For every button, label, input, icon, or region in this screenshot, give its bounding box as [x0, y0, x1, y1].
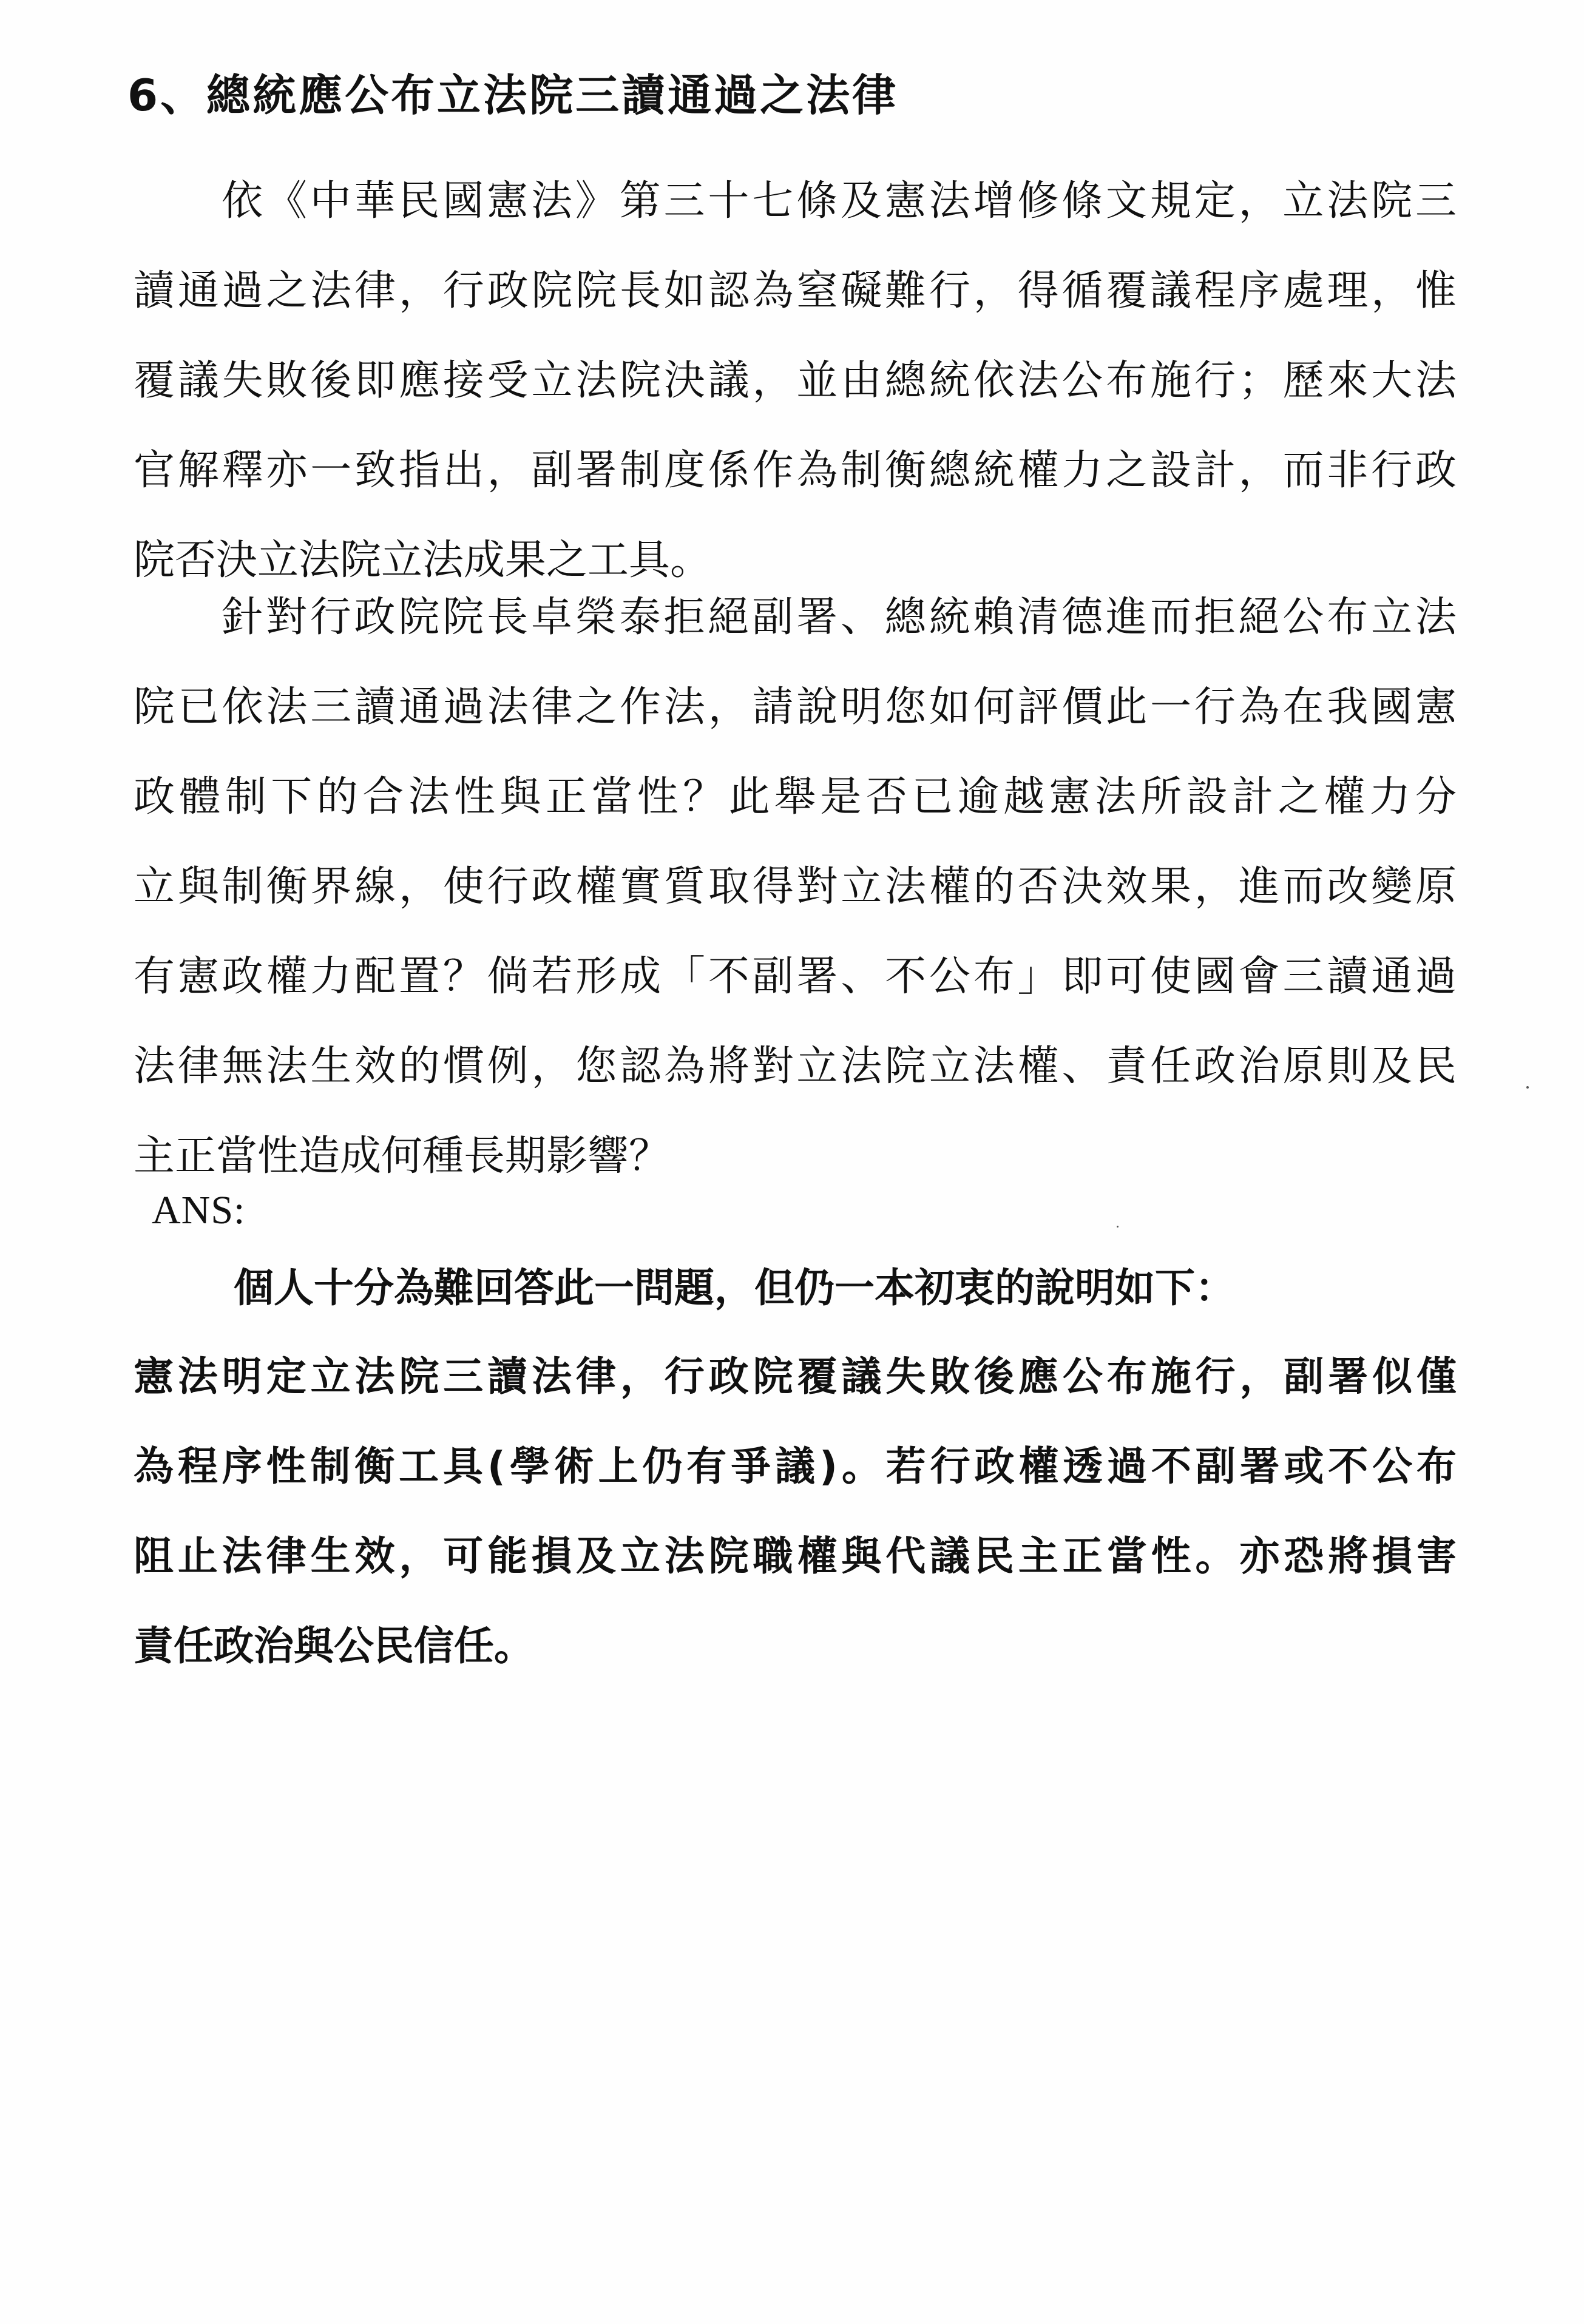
paragraph-line: 法律無法生效的慣例，您認為將對立法院立法權、責任政治原則及民 — [134, 1042, 1457, 1090]
answer-body — [134, 1332, 1457, 1691]
paragraph-line: 主正當性造成何種長期影響？ — [134, 1132, 671, 1180]
paragraph-line: 立與制衡界線，使行政權實質取得對立法權的否決效果，進而改變原 — [134, 863, 1457, 911]
paragraph-line: 有憲政權力配置？倘若形成「不副署、不公布」即可使國會三讀通過 — [134, 953, 1457, 1001]
scan-speck — [1117, 1226, 1119, 1228]
paragraph-line: 依《中華民國憲法》第三十七條及憲法增修條文規定，立法院三 — [222, 177, 1457, 225]
question-paragraph-1 — [134, 157, 1457, 606]
scan-speck — [1526, 1086, 1529, 1089]
answer-line: 為程序性制衡工具(學術上仍有爭議)。若行政權透過不副署或不公布 — [134, 1443, 1457, 1490]
answer-intro: 個人十分為難回答此一問題，但仍一本初衷的說明如下： — [234, 1265, 1235, 1311]
question-heading: 6、總統應公布立法院三讀通過之法律 — [127, 70, 899, 121]
paragraph-line: 覆議失敗後即應接受立法院決議，並由總統依法公布施行；歷來大法 — [134, 357, 1457, 405]
paragraph-line: 讀通過之法律，行政院院長如認為窒礙難行，得循覆議程序處理，惟 — [134, 267, 1457, 315]
answer-line: 憲法明定立法院三讀法律，行政院覆議失敗後應公布施行，副署似僅 — [134, 1353, 1457, 1400]
paragraph-line: 官解釋亦一致指出，副署制度係作為制衡總統權力之設計，而非行政 — [134, 447, 1457, 495]
question-paragraph-2 — [134, 573, 1457, 1201]
answer-line: 阻止法律生效，可能損及立法院職權與代議民主正當性。亦恐將損害 — [134, 1533, 1457, 1579]
answer-line: 責任政治與公民信任。 — [134, 1623, 534, 1669]
paragraph-line: 院否決立法院立法成果之工具。 — [134, 536, 712, 584]
paragraph-line: 政體制下的合法性與正當性？此舉是否已逾越憲法所設計之權力分 — [134, 773, 1457, 821]
paragraph-line: 針對行政院院長卓榮泰拒絕副署、總統賴清德進而拒絕公布立法 — [222, 593, 1457, 641]
paragraph-line: 院已依法三讀通過法律之作法，請說明您如何評價此一行為在我國憲 — [134, 683, 1457, 731]
answer-label: ANS: — [152, 1188, 246, 1232]
